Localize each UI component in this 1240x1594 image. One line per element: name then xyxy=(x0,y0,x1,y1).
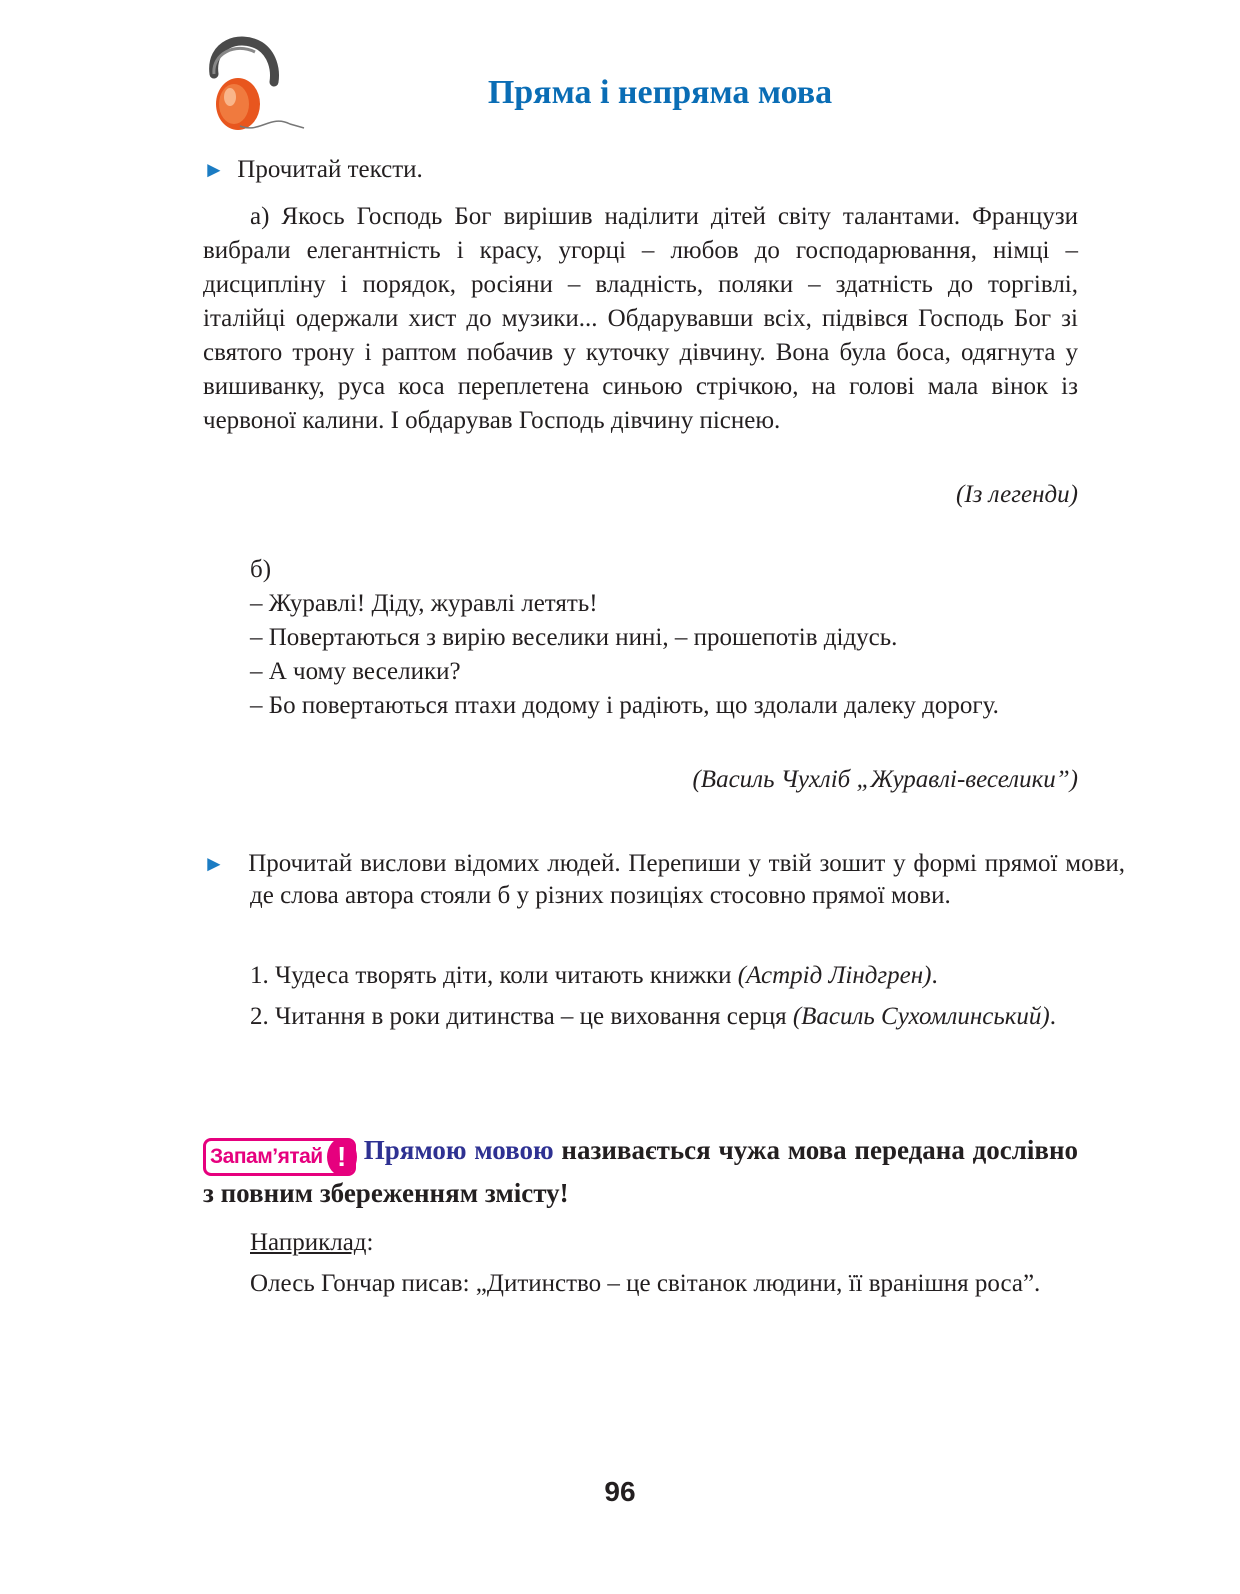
exclamation-icon: ! xyxy=(327,1138,357,1176)
quote-text: 1. Чудеса творять діти, коли читають книжки xyxy=(250,962,738,989)
rule-term: Прямою мовою xyxy=(363,1135,554,1165)
source-b: (Василь Чухліб „Журавлі-веселики”) xyxy=(692,766,1078,793)
quote-end: . xyxy=(1049,1003,1057,1030)
instruction-text: Прочитай тексти. xyxy=(237,156,423,183)
quote-1 xyxy=(203,959,1078,993)
dialogue-line: – А чому веселики? xyxy=(250,658,461,685)
arrow-bullet-icon: ► xyxy=(203,851,225,876)
example-label-text: Наприклад xyxy=(250,1229,367,1256)
task1-instruction xyxy=(203,153,1078,187)
quote-author: (Василь Сухомлинський) xyxy=(792,1003,1050,1030)
dialogue-line: – Журавлі! Діду, журавлі летять! xyxy=(250,590,598,617)
dialogue-line: – Повертаються з вирію веселики нині, – прошепотів дідусь. xyxy=(250,624,898,651)
quote-end: . xyxy=(931,962,938,989)
label-b: б) xyxy=(250,556,272,583)
quote-author: (Астрід Ліндгрен) xyxy=(737,962,932,989)
instruction-text: Прочитай вислови відомих людей. Перепиши у твій зошит у формі прямої мови, де слова автора стояли б у різних позиціях стосовно прямої мови. xyxy=(248,850,1126,909)
remember-badge-label: Запам’ятай xyxy=(210,1145,323,1168)
page-number: 96 xyxy=(604,1476,636,1507)
arrow-bullet-icon: ► xyxy=(203,157,225,182)
text-a: а) Якось Господь Бог вирішив наділити дітей світу талантами. Французи вибрали елегантність і красу, угорці – любов до господарювання, німці – дисципліну і порядок, росіяни – владність, поляки – здатність до торгівлі, італійці одержали хист до музики... Обдарувавши всіх, підвівся Господь Бог зі святого трону і раптом побачив у куточку дівчину. Вона була боса, одягнута у вишиванку, руса коса переплетена синьою стрічкою, на голові мала вінок із червоної калини. І обдарував Господь дівчину піснею. xyxy=(203,203,1078,434)
example-colon: : xyxy=(366,1229,374,1256)
example-text: Олесь Гончар писав: „Дитинство – це світанок людини, її вранішня роса”. xyxy=(250,1270,1041,1297)
page-title: Пряма і непряма мова xyxy=(487,74,833,111)
source-a: (Із легенди) xyxy=(956,481,1078,508)
dialogue-line: – Бо повертаються птахи додому і радіють, що здолали далеку дорогу. xyxy=(250,692,999,719)
task2-instruction xyxy=(203,848,1125,912)
quote-2 xyxy=(203,1000,1078,1034)
headphones-icon xyxy=(200,34,310,134)
rule-text: називається чужа мова передана дослівно з повним збереженням змісту! xyxy=(203,1135,1078,1208)
example-label xyxy=(203,1226,1078,1260)
remember-badge xyxy=(203,1138,356,1176)
quote-text: 2. Читання в роки дитинства – це виховання серця xyxy=(250,1003,793,1030)
remember-rule xyxy=(203,1133,1078,1210)
text-b xyxy=(203,553,1078,723)
